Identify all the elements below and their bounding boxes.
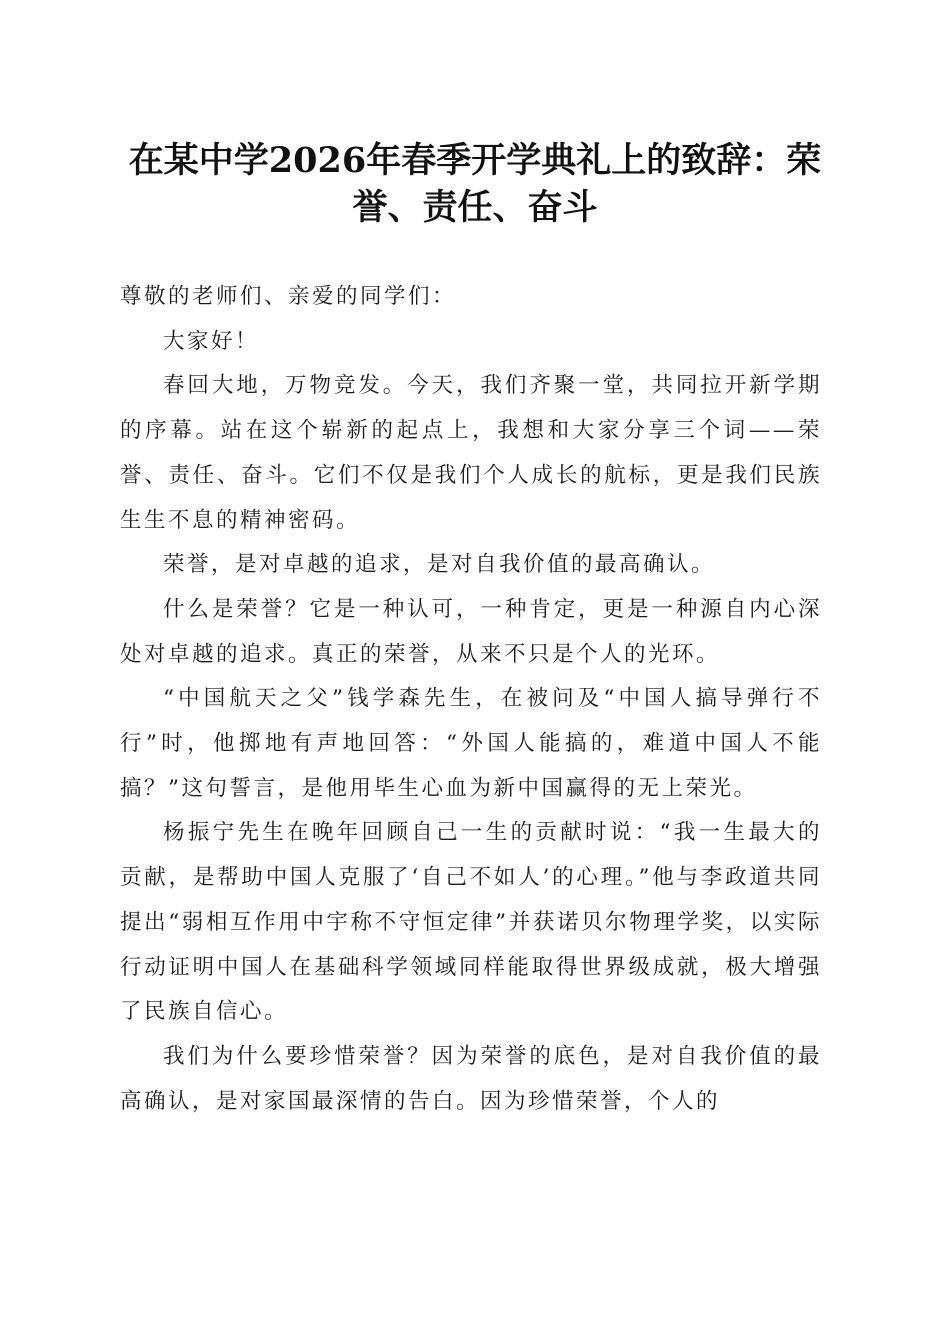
paragraph-honor-thesis: 荣誉，是对卓越的追求，是对自我价值的最高确认。 — [163, 552, 716, 578]
salutation: 尊敬的老师们、亲爱的同学们： — [120, 284, 457, 309]
paragraph-yang-zhenning: 杨振宁先生在晚年回顾自己一生的贡献时说：“我一生最大的贡献，是帮助中国人克服了‘自己不如人’的心理。”他与李政道共同提出“弱相互作用中宇称不守恒定律”并获诺贝尔物理学奖，以实际行动证明中国人在基础科学领域同样能取得世界级成就，极大增强了民族自信心。 — [120, 820, 822, 1025]
paragraph-qian-xuesen: “中国航天之父”钱学森先生，在被问及“中国人搞导弹行不行”时，他掷地有声地回答：“外国人能搞的，难道中国人不能搞？”这句誓言，是他用毕生心血为新中国赢得的无上荣光。 — [120, 686, 822, 801]
paragraph-greeting: 大家好！ — [163, 328, 260, 354]
document-title: 在某中学2026年春季开学典礼上的致辞：荣誉、责任、奋斗 — [128, 140, 822, 228]
paragraph-why-cherish-honor: 我们为什么要珍惜荣誉？因为荣誉的底色，是对自我价值的最高确认，是对家国最深情的告白。因为珍惜荣誉，个人的 — [120, 1043, 822, 1114]
document-body — [120, 275, 822, 1124]
paragraph-honor-definition: 什么是荣誉？它是一种认可，一种肯定，更是一种源自内心深处对卓越的追求。真正的荣誉，从来不只是个人的光环。 — [120, 596, 822, 667]
paragraph-opening: 春回大地，万物竞发。今天，我们齐聚一堂，共同拉开新学期的序幕。站在这个崭新的起点上，我想和大家分享三个词——荣誉、责任、奋斗。它们不仅是我们个人成长的航标，更是我们民族生生不息的精神密码。 — [120, 373, 822, 533]
